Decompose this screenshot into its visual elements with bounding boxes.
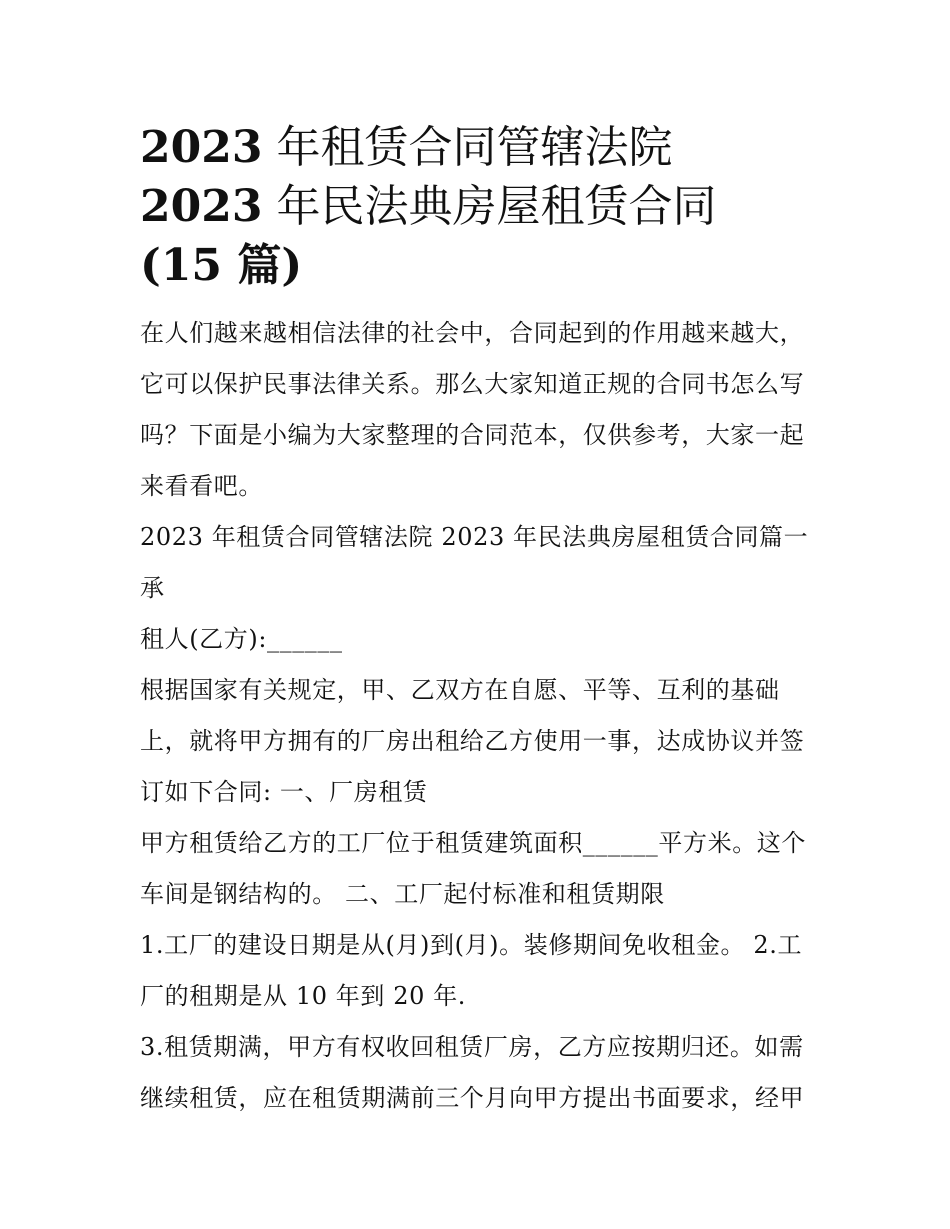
text-line: 它可以保护民事法律关系。那么大家知道正规的合同书怎么写 [140, 370, 805, 398]
text-line: 甲方租赁给乙方的工厂位于租赁建筑面积______平方米。这个 [140, 829, 806, 857]
title-line-1 [140, 118, 820, 177]
text-line: 来看看吧。 [140, 472, 263, 500]
paragraph-term-1-2 [140, 920, 820, 1022]
title-line-2 [140, 177, 820, 236]
paragraph-intro [140, 308, 820, 512]
text-line: 厂的租期是从 10 年到 20 年. [140, 982, 467, 1010]
text-line: 1.工厂的建设日期是从(月)到(月)。装修期间免收租金。 2.工 [140, 931, 803, 959]
paragraph-factory-area [140, 818, 820, 920]
text-line: 租人(乙方):______ [140, 625, 343, 653]
text-line: 根据国家有关规定，甲、乙双方在自愿、平等、互利的基础 [140, 676, 780, 704]
document-body [140, 308, 820, 1124]
document-title [140, 118, 820, 295]
paragraph-agreement [140, 665, 820, 818]
title-text-3: (15 篇) [140, 240, 303, 291]
paragraph-lessee [140, 512, 820, 665]
title-text-2: 年民法典房屋租赁合同 [276, 181, 717, 232]
text-line: 在人们越来越相信法律的社会中，合同起到的作用越来越大， [140, 319, 805, 347]
paragraph-term-3 [140, 1022, 820, 1124]
text-line: 继续租赁，应在租赁期满前三个月向甲方提出书面要求，经甲 [140, 1084, 805, 1112]
title-text-1: 年租赁合同管辖法院 [276, 122, 673, 173]
title-year-1: 2023 [140, 122, 263, 173]
document-page [140, 118, 820, 1124]
text-line: 2023 年租赁合同管辖法院 2023 年民法典房屋租赁合同篇一 承 [140, 523, 809, 602]
text-line: 订如下合同: 一、厂房租赁 [140, 778, 428, 806]
text-line: 上，就将甲方拥有的厂房出租给乙方使用一事，达成协议并签 [140, 727, 805, 755]
text-line: 3.租赁期满，甲方有权收回租赁厂房，乙方应按期归还。如需 [140, 1033, 804, 1061]
title-year-2: 2023 [140, 181, 263, 232]
text-line: 车间是钢结构的。 二、工厂起付标准和租赁期限 [140, 880, 665, 908]
text-line: 吗？下面是小编为大家整理的合同范本，仅供参考，大家一起 [140, 421, 805, 449]
title-line-3 [140, 236, 820, 295]
